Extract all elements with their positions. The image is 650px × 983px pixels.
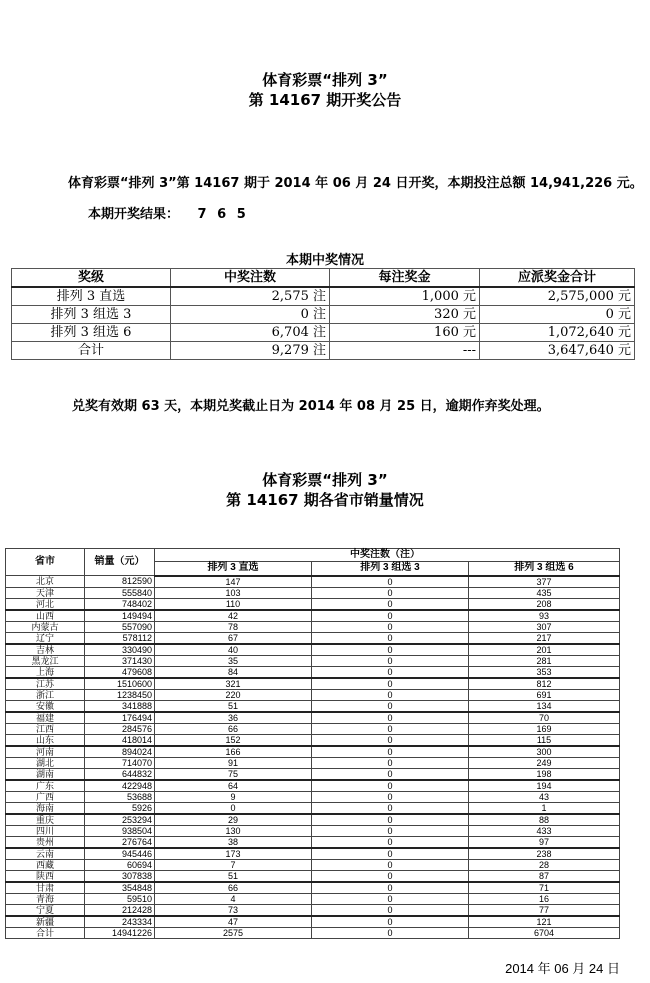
sales-cell: 307838 [85,870,155,882]
sales-table-row [6,655,620,666]
province-cell: 北京 [6,576,85,588]
direct-count-cell: 130 [155,825,312,836]
direct-count-cell: 66 [155,882,312,894]
province-cell: 吉林 [6,644,85,656]
province-cell: 西藏 [6,859,85,870]
group6-count-cell: 238 [469,848,620,860]
group3-count-cell: 0 [312,916,469,928]
sales-cell: 176494 [85,712,155,724]
direct-count-cell: 84 [155,666,312,678]
group6-count-cell: 134 [469,700,620,712]
direct-count-cell: 321 [155,678,312,690]
direct-count-cell: 66 [155,723,312,734]
province-cell: 湖北 [6,757,85,768]
prize-level: 排列 3 组选 6 [12,324,171,342]
sales-table-row [6,916,620,928]
sales-table-row [6,598,620,610]
province-cell: 海南 [6,802,85,814]
province-cell: 辽宁 [6,632,85,644]
sales-table-row [6,859,620,870]
sales-table-row [6,802,620,814]
direct-count-cell: 40 [155,644,312,656]
sales-cell: 371430 [85,655,155,666]
sales-cell: 422948 [85,780,155,792]
sales-cell: 53688 [85,791,155,802]
direct-count-cell: 64 [155,780,312,792]
group3-count-cell: 0 [312,678,469,690]
sales-table-row [6,814,620,826]
direct-count-cell: 152 [155,734,312,746]
direct-count-cell: 29 [155,814,312,826]
province-cell: 重庆 [6,814,85,826]
sales-cell: 557090 [85,621,155,632]
sales-table-row [6,893,620,904]
sales-cell: 945446 [85,848,155,860]
group3-count-cell: 0 [312,644,469,656]
sales-cell: 253294 [85,814,155,826]
prize-per-bet: 320 元 [330,306,480,324]
province-cell: 云南 [6,848,85,860]
direct-count-cell: 103 [155,587,312,598]
group6-count-cell: 433 [469,825,620,836]
sales-cell: 578112 [85,632,155,644]
prize-table-caption: 本期中奖情况 [285,253,364,268]
group6-count-cell: 1 [469,802,620,814]
direct-count-cell: 42 [155,610,312,622]
group3-count-cell: 0 [312,836,469,848]
group6-count-cell: 70 [469,712,620,724]
group3-count-cell: 0 [312,814,469,826]
province-cell: 青海 [6,893,85,904]
draw-result-label: 本期开奖结果： [88,207,180,222]
notice-title-line1: 体育彩票“排列 3” [262,71,388,89]
sales-table-row [6,723,620,734]
sales-cell: 644832 [85,768,155,780]
sales-cell: 555840 [85,587,155,598]
sales-cell: 938504 [85,825,155,836]
province-cell: 江苏 [6,678,85,690]
group3-count-cell: 0 [312,746,469,758]
sales-table-row [6,746,620,758]
sales-table-row [6,882,620,894]
province-cell: 上海 [6,666,85,678]
province-cell: 宁夏 [6,904,85,916]
prize-table-header-row [12,269,635,288]
province-cell: 陕西 [6,870,85,882]
direct-count-cell: 91 [155,757,312,768]
group3-count-cell: 0 [312,791,469,802]
group6-count-cell: 28 [469,859,620,870]
sales-cell: 812590 [85,576,155,588]
direct-count-cell: 9 [155,791,312,802]
group6-count-cell: 115 [469,734,620,746]
prize-table-row [12,342,635,360]
direct-count-cell: 51 [155,700,312,712]
sales-cell: 14941226 [85,927,155,938]
prize-table-row [12,306,635,324]
prize-level: 排列 3 组选 3 [12,306,171,324]
direct-count-cell: 78 [155,621,312,632]
direct-count-cell: 73 [155,904,312,916]
sales-table-row [6,621,620,632]
prize-count: 9,279 注 [171,342,330,360]
prize-total: 2,575,000 元 [480,287,635,306]
group3-count-cell: 0 [312,802,469,814]
prize-table-row [12,287,635,306]
sales-cell: 341888 [85,700,155,712]
prize-header-total: 应派奖金合计 [480,269,635,288]
province-cell: 河南 [6,746,85,758]
group3-count-cell: 0 [312,632,469,644]
sales-cell: 60694 [85,859,155,870]
group6-count-cell: 353 [469,666,620,678]
direct-count-cell: 4 [155,893,312,904]
group6-count-cell: 435 [469,587,620,598]
province-cell: 福建 [6,712,85,724]
sales-cell: 479608 [85,666,155,678]
sales-table [5,548,620,939]
prize-count: 6,704 注 [171,324,330,342]
sales-cell: 276764 [85,836,155,848]
direct-count-cell: 35 [155,655,312,666]
group3-count-cell: 0 [312,712,469,724]
province-cell: 广西 [6,791,85,802]
notice-title-line2: 第 14167 期开奖公告 [248,91,402,109]
sales-header-sales: 销量（元） [85,549,155,576]
sales-table-row [6,780,620,792]
sales-table-row [6,666,620,678]
prize-header-count: 中奖注数 [171,269,330,288]
province-cell: 四川 [6,825,85,836]
prize-table-row [12,324,635,342]
sales-table-row [6,712,620,724]
group3-count-cell: 0 [312,700,469,712]
sales-cell: 243334 [85,916,155,928]
sales-table-row [6,700,620,712]
province-cell: 山西 [6,610,85,622]
group6-count-cell: 194 [469,780,620,792]
group6-count-cell: 201 [469,644,620,656]
group6-count-cell: 16 [469,893,620,904]
sales-table-row [6,689,620,700]
sales-cell: 748402 [85,598,155,610]
province-cell: 安徽 [6,700,85,712]
direct-count-cell: 36 [155,712,312,724]
province-cell: 山东 [6,734,85,746]
group3-count-cell: 0 [312,723,469,734]
province-cell: 合计 [6,927,85,938]
sales-cell: 5926 [85,802,155,814]
group3-count-cell: 0 [312,655,469,666]
group3-count-cell: 0 [312,927,469,938]
province-cell: 广东 [6,780,85,792]
sales-table-row [6,848,620,860]
prize-per-bet: 1,000 元 [330,287,480,306]
sales-cell: 714070 [85,757,155,768]
sales-title-line2: 第 14167 期各省市销量情况 [226,491,424,509]
direct-count-cell: 2575 [155,927,312,938]
prize-count: 0 注 [171,306,330,324]
sales-cell: 284576 [85,723,155,734]
prize-per-bet: 160 元 [330,324,480,342]
sales-table-row [6,768,620,780]
group3-count-cell: 0 [312,859,469,870]
group6-count-cell: 217 [469,632,620,644]
province-cell: 甘肃 [6,882,85,894]
direct-count-cell: 0 [155,802,312,814]
direct-count-cell: 47 [155,916,312,928]
group6-count-cell: 812 [469,678,620,690]
province-cell: 河北 [6,598,85,610]
draw-result [88,203,249,222]
sales-cell: 212428 [85,904,155,916]
direct-count-cell: 220 [155,689,312,700]
group3-count-cell: 0 [312,904,469,916]
sales-cell: 354848 [85,882,155,894]
direct-count-cell: 38 [155,836,312,848]
group3-count-cell: 0 [312,825,469,836]
sales-table-row [6,825,620,836]
group3-count-cell: 0 [312,576,469,588]
sales-header-group3: 排列 3 组选 3 [312,562,469,576]
group6-count-cell: 97 [469,836,620,848]
province-cell: 贵州 [6,836,85,848]
group3-count-cell: 0 [312,587,469,598]
sales-total-row [6,927,620,938]
group6-count-cell: 300 [469,746,620,758]
group3-count-cell: 0 [312,882,469,894]
sales-table-row [6,644,620,656]
sales-title-line1: 体育彩票“排列 3” [262,471,388,489]
group6-count-cell: 169 [469,723,620,734]
group6-count-cell: 6704 [469,927,620,938]
prize-level: 排列 3 直选 [12,287,171,306]
group3-count-cell: 0 [312,610,469,622]
draw-result-numbers: 7 6 5 [197,207,249,222]
direct-count-cell: 75 [155,768,312,780]
group6-count-cell: 208 [469,598,620,610]
sales-cell: 149494 [85,610,155,622]
group6-count-cell: 93 [469,610,620,622]
group3-count-cell: 0 [312,621,469,632]
sales-table-row [6,904,620,916]
sales-table-row [6,587,620,598]
sales-table-row [6,678,620,690]
prize-total: 0 元 [480,306,635,324]
province-cell: 湖南 [6,768,85,780]
prize-table [11,268,635,360]
sales-table-row [6,734,620,746]
group6-count-cell: 43 [469,791,620,802]
group3-count-cell: 0 [312,870,469,882]
sales-table-row [6,610,620,622]
group6-count-cell: 249 [469,757,620,768]
sales-date: 2014 年 06 月 24 日 [505,961,620,976]
prize-level: 合计 [12,342,171,360]
group3-count-cell: 0 [312,768,469,780]
group6-count-cell: 307 [469,621,620,632]
province-cell: 江西 [6,723,85,734]
sales-cell: 1510600 [85,678,155,690]
sales-header-winners-group: 中奖注数（注） [155,549,620,562]
group6-count-cell: 377 [469,576,620,588]
direct-count-cell: 110 [155,598,312,610]
group3-count-cell: 0 [312,689,469,700]
direct-count-cell: 166 [155,746,312,758]
sales-header-direct: 排列 3 直选 [155,562,312,576]
sales-table-row [6,632,620,644]
group3-count-cell: 0 [312,734,469,746]
prize-count: 2,575 注 [171,287,330,306]
group3-count-cell: 0 [312,780,469,792]
sales-table-row [6,576,620,588]
direct-count-cell: 67 [155,632,312,644]
sales-header-row-1 [6,549,620,562]
direct-count-cell: 173 [155,848,312,860]
province-cell: 浙江 [6,689,85,700]
group3-count-cell: 0 [312,757,469,768]
prize-total: 3,647,640 元 [480,342,635,360]
sales-cell: 59510 [85,893,155,904]
sales-table-row [6,791,620,802]
sales-table-row [6,757,620,768]
group3-count-cell: 0 [312,893,469,904]
sales-cell: 330490 [85,644,155,656]
sales-cell: 894024 [85,746,155,758]
sales-cell: 418014 [85,734,155,746]
direct-count-cell: 7 [155,859,312,870]
prize-header-per-bet: 每注奖金 [330,269,480,288]
sales-table-row [6,836,620,848]
sales-cell: 1238450 [85,689,155,700]
province-cell: 新疆 [6,916,85,928]
group6-count-cell: 281 [469,655,620,666]
notice-intro: 体育彩票“排列 3”第 14167 期于 2014 年 06 月 24 日开奖，本期投注总额 14,941,226 元。 [68,176,643,191]
group6-count-cell: 87 [469,870,620,882]
group6-count-cell: 691 [469,689,620,700]
prize-total: 1,072,640 元 [480,324,635,342]
province-cell: 天津 [6,587,85,598]
group6-count-cell: 88 [469,814,620,826]
group3-count-cell: 0 [312,666,469,678]
direct-count-cell: 147 [155,576,312,588]
prize-per-bet: --- [330,342,480,360]
claim-note: 兑奖有效期 63 天，本期兑奖截止日为 2014 年 08 月 25 日，逾期作弃奖处理。 [72,399,550,414]
group6-count-cell: 121 [469,916,620,928]
group6-count-cell: 198 [469,768,620,780]
province-cell: 黑龙江 [6,655,85,666]
sales-header-province: 省市 [6,549,85,576]
prize-header-level: 奖级 [12,269,171,288]
group3-count-cell: 0 [312,848,469,860]
sales-header-group6: 排列 3 组选 6 [469,562,620,576]
sales-table-row [6,870,620,882]
province-cell: 内蒙古 [6,621,85,632]
group3-count-cell: 0 [312,598,469,610]
group6-count-cell: 77 [469,904,620,916]
direct-count-cell: 51 [155,870,312,882]
group6-count-cell: 71 [469,882,620,894]
